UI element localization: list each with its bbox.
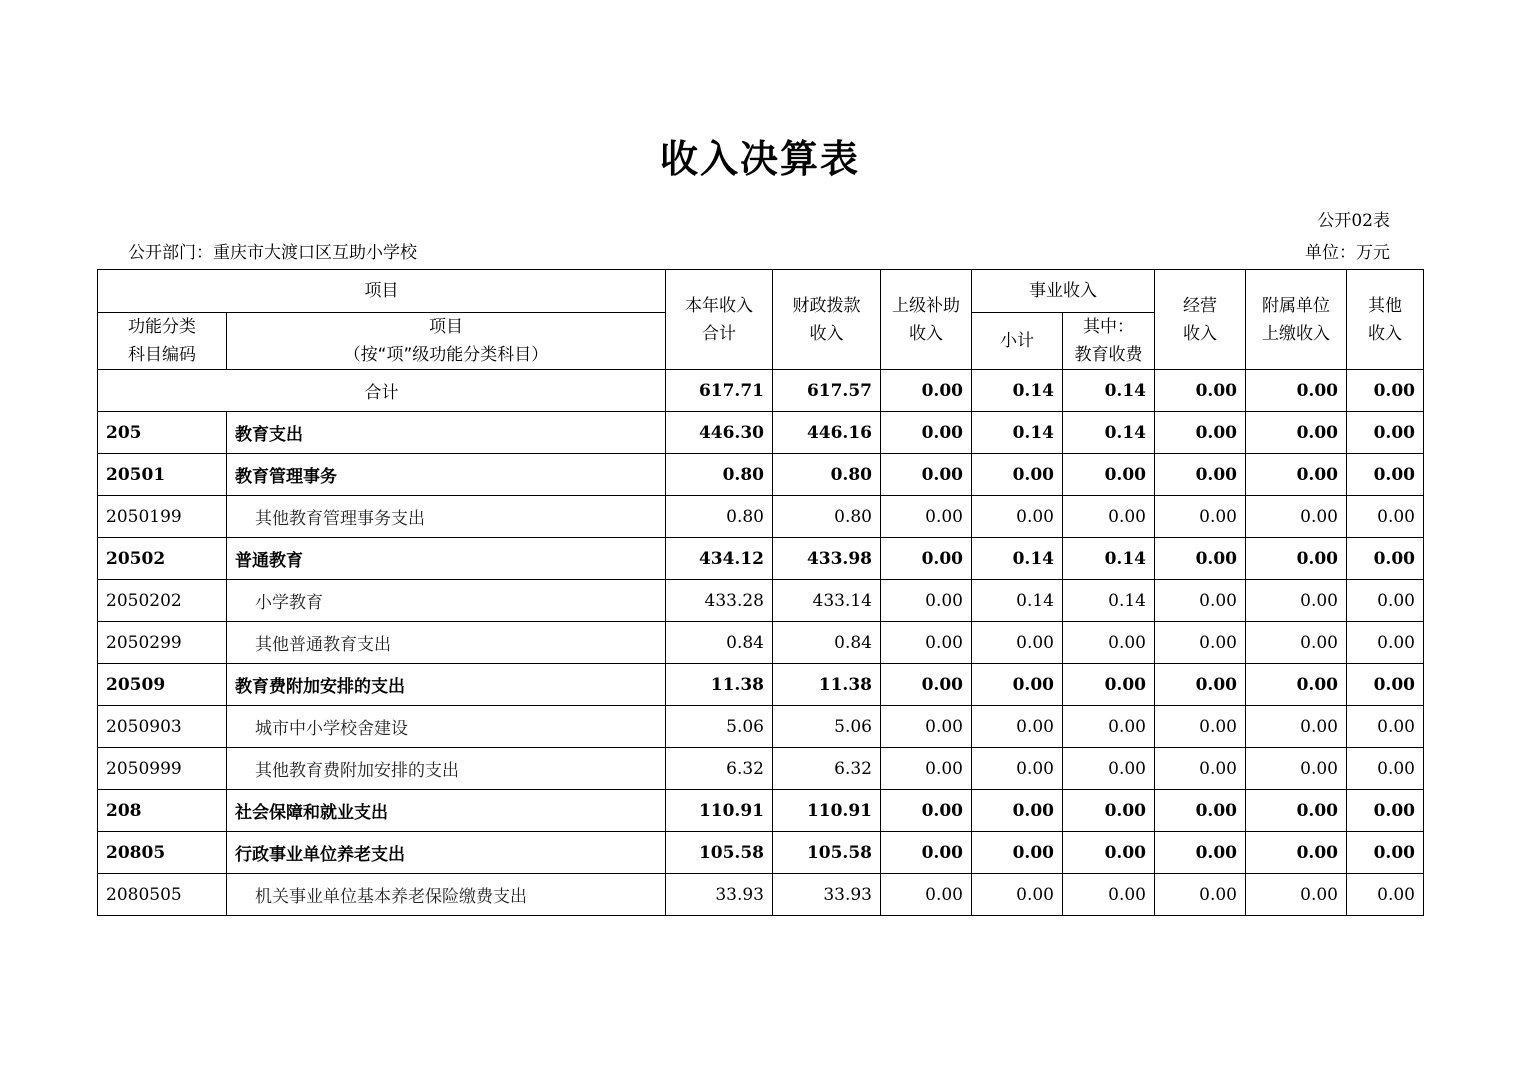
row-value: 5.06: [666, 706, 773, 748]
row-value: 0.00: [881, 664, 972, 706]
row-value: 0.00: [972, 748, 1063, 790]
row-value: 0.00: [1155, 790, 1246, 832]
row-code: 20805: [98, 832, 227, 874]
row-value: 0.00: [881, 580, 972, 622]
row-name: 其他普通教育支出: [227, 622, 666, 664]
row-value: 11.38: [773, 664, 881, 706]
row-value: 0.00: [1155, 832, 1246, 874]
table-row: [98, 412, 1424, 454]
row-value: 0.00: [1155, 496, 1246, 538]
row-value: 0.00: [1063, 874, 1155, 916]
row-code: 20502: [98, 538, 227, 580]
row-value: 0.00: [972, 664, 1063, 706]
row-value: 0.00: [881, 790, 972, 832]
row-value: 0.00: [1347, 496, 1424, 538]
row-value: 0.14: [1063, 538, 1155, 580]
row-name: 其他教育费附加安排的支出: [227, 748, 666, 790]
row-value: 0.80: [666, 454, 773, 496]
row-value: 433.14: [773, 580, 881, 622]
row-value: 0.00: [1246, 832, 1347, 874]
row-code: 2050199: [98, 496, 227, 538]
row-value: 434.12: [666, 538, 773, 580]
table-row: [98, 664, 1424, 706]
row-value: 11.38: [666, 664, 773, 706]
row-value: 33.93: [773, 874, 881, 916]
row-value: 433.98: [773, 538, 881, 580]
table-row: [98, 454, 1424, 496]
row-value: 0.00: [1246, 664, 1347, 706]
row-value: 0.00: [1347, 790, 1424, 832]
row-value: 0.00: [1347, 748, 1424, 790]
table-row: [98, 832, 1424, 874]
row-value: 0.00: [1155, 706, 1246, 748]
total-value: 0.00: [881, 370, 972, 412]
row-value: 0.00: [1063, 622, 1155, 664]
header-other: 其他 收入: [1347, 270, 1424, 370]
header-func-code: 功能分类 科目编码: [98, 313, 227, 370]
row-value: 0.00: [972, 832, 1063, 874]
row-code: 205: [98, 412, 227, 454]
row-value: 0.00: [881, 412, 972, 454]
table-row: [98, 706, 1424, 748]
row-value: 0.00: [1246, 706, 1347, 748]
header-edu-fee: 其中： 教育收费: [1063, 313, 1155, 370]
row-code: 2050202: [98, 580, 227, 622]
row-name: 其他教育管理事务支出: [227, 496, 666, 538]
row-value: 0.00: [1246, 874, 1347, 916]
header-item: 项目 （按“项”级功能分类科目）: [227, 313, 666, 370]
row-value: 0.00: [881, 874, 972, 916]
total-value: 0.00: [1155, 370, 1246, 412]
row-value: 0.00: [881, 748, 972, 790]
row-value: 110.91: [773, 790, 881, 832]
row-value: 0.00: [1246, 790, 1347, 832]
row-value: 0.00: [1155, 412, 1246, 454]
header-business-group: 事业收入: [972, 270, 1155, 313]
row-value: 0.00: [1155, 538, 1246, 580]
table-row: [98, 790, 1424, 832]
row-value: 0.00: [881, 622, 972, 664]
row-name: 教育支出: [227, 412, 666, 454]
row-value: 110.91: [666, 790, 773, 832]
table-id: 公开02表: [1317, 211, 1390, 231]
row-value: 0.00: [1347, 832, 1424, 874]
header-fiscal: 财政拨款 收入: [773, 270, 881, 370]
row-value: 0.84: [666, 622, 773, 664]
row-value: 0.00: [1063, 706, 1155, 748]
row-value: 0.14: [1063, 412, 1155, 454]
row-value: 0.00: [1063, 748, 1155, 790]
row-value: 5.06: [773, 706, 881, 748]
row-value: 0.00: [972, 790, 1063, 832]
row-value: 0.00: [1155, 748, 1246, 790]
row-value: 0.00: [972, 874, 1063, 916]
row-value: 0.00: [1155, 622, 1246, 664]
total-value: 0.14: [1063, 370, 1155, 412]
header-operating: 经营 收入: [1155, 270, 1246, 370]
row-value: 105.58: [773, 832, 881, 874]
row-code: 2050903: [98, 706, 227, 748]
row-value: 0.00: [1347, 538, 1424, 580]
header-affiliated: 附属单位 上缴收入: [1246, 270, 1347, 370]
row-value: 6.32: [666, 748, 773, 790]
total-label: 合计: [98, 370, 666, 412]
row-value: 0.00: [1246, 454, 1347, 496]
row-code: 2050999: [98, 748, 227, 790]
row-value: 0.84: [773, 622, 881, 664]
row-value: 105.58: [666, 832, 773, 874]
row-value: 6.32: [773, 748, 881, 790]
row-name: 城市中小学校舍建设: [227, 706, 666, 748]
row-value: 0.00: [1347, 874, 1424, 916]
row-value: 0.00: [1246, 748, 1347, 790]
header-superior: 上级补助 收入: [881, 270, 972, 370]
total-value: 0.00: [1246, 370, 1347, 412]
row-value: 0.00: [881, 538, 972, 580]
row-code: 208: [98, 790, 227, 832]
income-table: [97, 269, 1424, 916]
row-name: 普通教育: [227, 538, 666, 580]
row-value: 0.00: [881, 706, 972, 748]
row-value: 0.00: [1347, 706, 1424, 748]
row-value: 0.14: [1063, 580, 1155, 622]
row-code: 20509: [98, 664, 227, 706]
row-value: 0.00: [1155, 664, 1246, 706]
row-value: 0.00: [881, 832, 972, 874]
total-value: 617.57: [773, 370, 881, 412]
row-value: 0.00: [1347, 454, 1424, 496]
row-value: 0.00: [972, 622, 1063, 664]
row-name: 机关事业单位基本养老保险缴费支出: [227, 874, 666, 916]
row-name: 小学教育: [227, 580, 666, 622]
row-value: 0.80: [666, 496, 773, 538]
row-value: 0.00: [1063, 664, 1155, 706]
table-row: [98, 538, 1424, 580]
row-name: 教育管理事务: [227, 454, 666, 496]
header-subtotal: 小计: [972, 313, 1063, 370]
row-value: 0.00: [1246, 538, 1347, 580]
row-value: 0.00: [1063, 790, 1155, 832]
row-code: 2050299: [98, 622, 227, 664]
table-row: [98, 580, 1424, 622]
row-value: 0.00: [881, 496, 972, 538]
table-row: [98, 748, 1424, 790]
row-value: 0.14: [972, 580, 1063, 622]
row-value: 0.00: [1246, 580, 1347, 622]
row-value: 0.00: [1246, 622, 1347, 664]
total-value: 0.00: [1347, 370, 1424, 412]
row-value: 0.00: [972, 454, 1063, 496]
header-project-group: 项目: [98, 270, 666, 313]
row-name: 教育费附加安排的支出: [227, 664, 666, 706]
row-value: 0.00: [1347, 580, 1424, 622]
row-value: 0.00: [1155, 454, 1246, 496]
total-row: [98, 370, 1424, 412]
department-label: 公开部门：重庆市大渡口区互助小学校: [128, 243, 417, 263]
row-value: 433.28: [666, 580, 773, 622]
report-title: 收入决算表: [659, 137, 860, 181]
row-value: 0.80: [773, 454, 881, 496]
header-total: 本年收入 合计: [666, 270, 773, 370]
row-value: 0.14: [972, 538, 1063, 580]
row-value: 0.00: [972, 496, 1063, 538]
row-value: 33.93: [666, 874, 773, 916]
row-value: 446.16: [773, 412, 881, 454]
row-code: 20501: [98, 454, 227, 496]
row-value: 0.00: [1347, 412, 1424, 454]
row-value: 0.00: [1063, 832, 1155, 874]
row-code: 2080505: [98, 874, 227, 916]
row-value: 0.00: [1063, 496, 1155, 538]
row-value: 0.00: [1155, 580, 1246, 622]
table-row: [98, 622, 1424, 664]
row-value: 0.00: [1063, 454, 1155, 496]
row-value: 0.00: [1246, 412, 1347, 454]
row-value: 0.00: [1246, 496, 1347, 538]
row-value: 0.80: [773, 496, 881, 538]
row-value: 0.00: [1347, 664, 1424, 706]
table-row: [98, 874, 1424, 916]
row-value: 0.00: [972, 706, 1063, 748]
row-name: 社会保障和就业支出: [227, 790, 666, 832]
unit-label: 单位：万元: [1305, 243, 1390, 263]
row-value: 0.00: [881, 454, 972, 496]
row-value: 0.00: [1347, 622, 1424, 664]
row-value: 0.14: [972, 412, 1063, 454]
row-name: 行政事业单位养老支出: [227, 832, 666, 874]
total-value: 617.71: [666, 370, 773, 412]
total-value: 0.14: [972, 370, 1063, 412]
table-row: [98, 496, 1424, 538]
row-value: 446.30: [666, 412, 773, 454]
row-value: 0.00: [1155, 874, 1246, 916]
